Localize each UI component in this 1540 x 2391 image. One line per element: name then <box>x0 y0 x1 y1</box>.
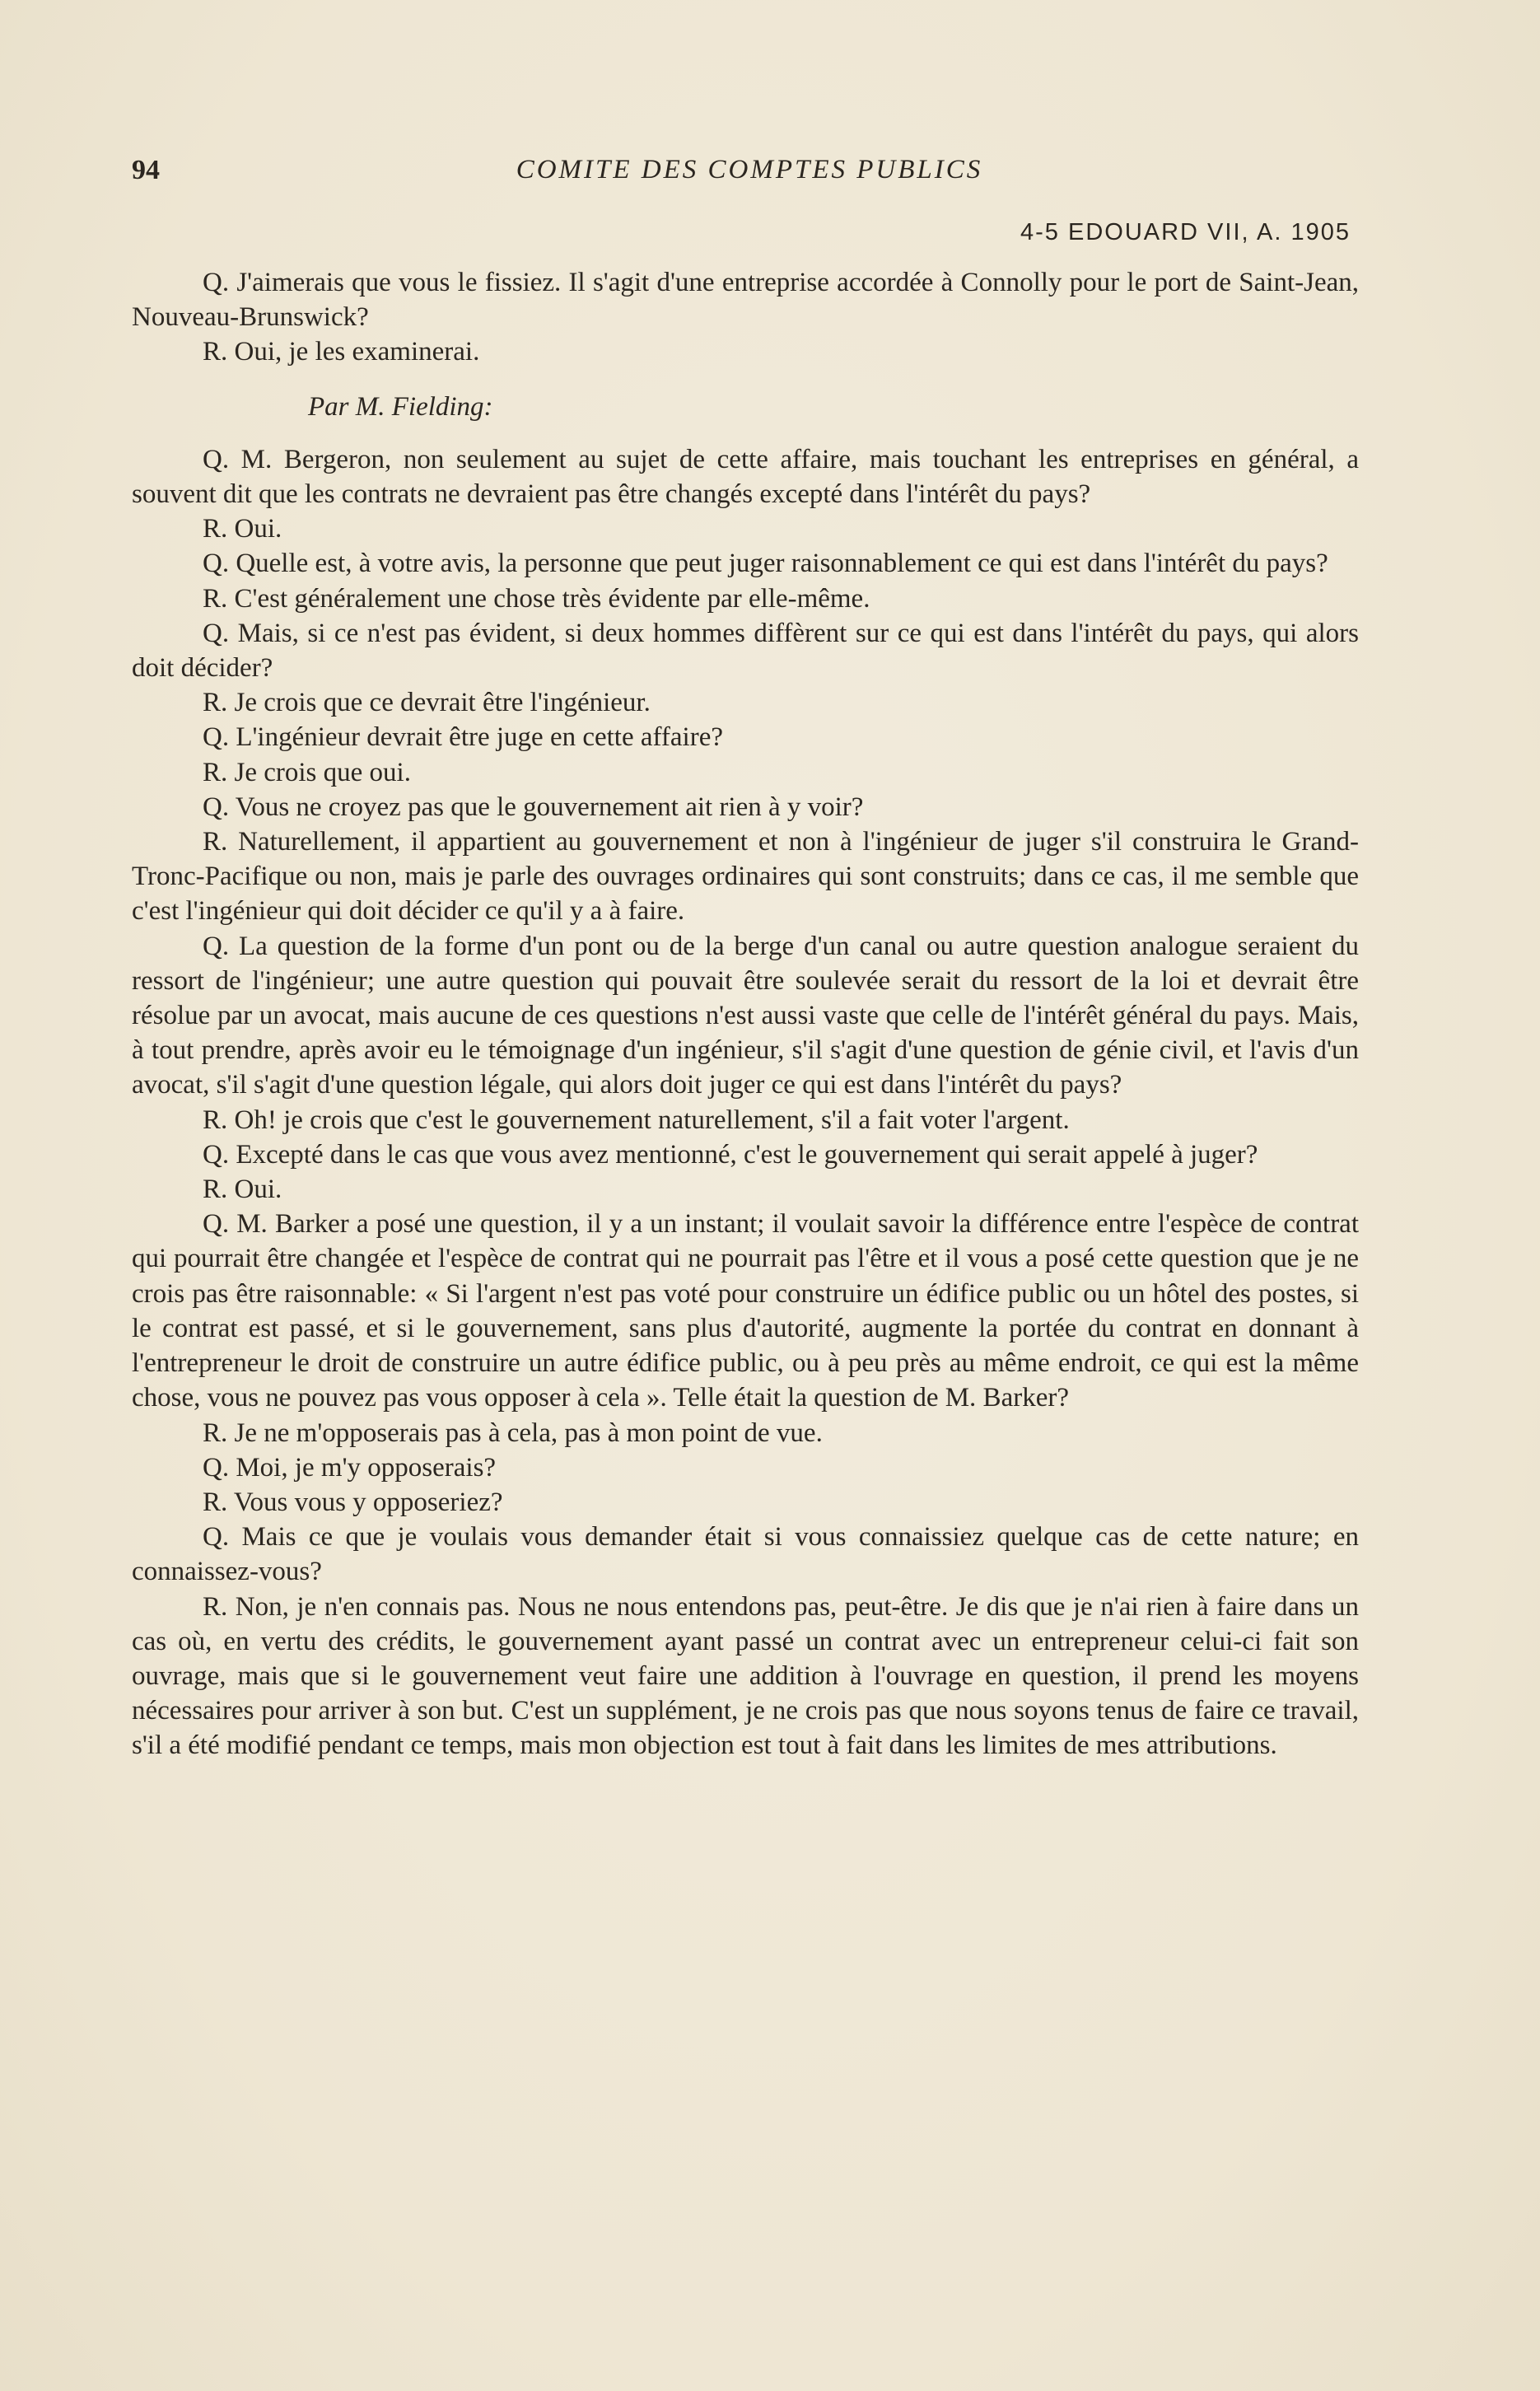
paragraph: R. Oui, je les examinerai. <box>203 337 480 367</box>
session-reference: 4-5 EDOUARD VII, A. 1905 <box>1020 219 1351 245</box>
page-header <box>132 155 1367 196</box>
paragraph: Q. M. Barker a posé une question, il y a un instant; il voulait savoir la différence entre l'espèce de contrat qui pourrait être changée et l'espèce de contrat qui ne pourrait pas l'être et il vous a posé cette question que je ne crois pas être raisonnable: « Si l'argent n'est pas voté pour construire un édifice public ou un hôtel des postes, si le contrat est passé, et si le gouvernement, sans plus d'autorité, augmente la portée du contrat en donnant à l'entrepreneur le droit de construire un autre édifice public, ou à peu près au même endroit, ce qui est la même chose, vous ne pouvez pas vous opposer à cela ». Telle était la question de M. Barker? <box>132 1209 1359 1413</box>
paragraph: R. Non, je n'en connais pas. Nous ne nous entendons pas, peut-être. Je dis que je n'ai rien à faire dans un cas où, en vertu des crédits, le gouvernement ayant passé un contrat avec un entrepreneur celui-ci fait son ouvrage, mais que si le gouvernement veut faire une addition à l'ouvrage en question, il prend les moyens nécessaires pour arriver à son but. C'est un supplément, je ne crois pas que nous soyons tenus de faire ce travail, s'il a été modifié pendant ce temps, mais mon objection est tout à fait dans les limites de mes attributions. <box>132 1591 1359 1761</box>
paragraph: Q. Moi, je m'y opposerais? <box>203 1452 497 1483</box>
running-title: COMITE DES COMPTES PUBLICS <box>516 155 983 184</box>
paragraph: Q. M. Bergeron, non seulement au sujet de cette affaire, mais touchant les entreprises en général, a souvent dit que les contrats ne devraient pas être changés excepté dans l'intérêt du pays? <box>132 444 1359 510</box>
paragraph: Q. Mais, si ce n'est pas évident, si deux hommes diffèrent sur ce qui est dans l'intérêt du pays, qui alors doit décider? <box>132 618 1359 684</box>
testimony-body <box>132 265 1359 1763</box>
paragraph: R. Oui. <box>203 514 282 544</box>
paragraph: Q. Mais ce que je voulais vous demander était si vous connaissiez quelque cas de cette nature; en connaissez-vous? <box>132 1522 1359 1587</box>
paragraph: Q. Quelle est, à votre avis, la personne que peut juger raisonnablement ce qui est dans l'intérêt du pays? <box>203 549 1328 579</box>
paragraph: R. Oui. <box>203 1174 282 1205</box>
paragraph: Q. La question de la forme d'un pont ou de la berge d'un canal ou autre question analogue seraient du ressort de l'ingénieur; une autre question qui pouvait être soulevée serait du ressort de la loi et devrait être résolue par un avocat, mais aucune de ces questions n'est aussi vaste que celle de l'intérêt général du pays. Mais, à tout prendre, après avoir eu le témoignage d'un ingénieur, s'il s'agit d'une question de génie civil, et l'avis d'un avocat, s'il s'agit d'une question légale, qui alors doit juger ce qui est dans l'intérêt du pays? <box>132 931 1359 1100</box>
paragraph: R. Naturellement, il appartient au gouvernement et non à l'ingénieur de juger s'il construira le Grand-Tronc-Pacifique ou non, mais je parle des ouvrages ordinaires qui sont construits; dans ce cas, il me semble que c'est l'ingénieur qui doit décider ce qu'il y a à faire. <box>132 827 1359 927</box>
paragraph: Q. L'ingénieur devrait être juge en cette affaire? <box>203 722 723 753</box>
paragraph: R. C'est généralement une chose très évidente par elle-même. <box>203 583 870 614</box>
paragraph: R. Je crois que ce devrait être l'ingénieur. <box>203 688 651 718</box>
paragraph: R. Vous vous y opposeriez? <box>203 1487 503 1517</box>
page-number: 94 <box>132 155 160 185</box>
paragraph: Q. Excepté dans le cas que vous avez mentionné, c'est le gouvernement qui serait appelé à juger? <box>203 1139 1258 1170</box>
paragraph: R. Oh! je crois que c'est le gouvernement naturellement, s'il a fait voter l'argent. <box>203 1104 1070 1135</box>
paragraph: R. Je ne m'opposerais pas à cela, pas à mon point de vue. <box>203 1417 823 1448</box>
paragraph: R. Je crois que oui. <box>203 757 411 787</box>
speaker-heading: Par M. Fielding: <box>308 391 493 422</box>
paragraph: Q. J'aimerais que vous le fissiez. Il s'agit d'une entreprise accordée à Connolly pour le port de Saint-Jean, Nouveau-Brunswick? <box>132 268 1359 333</box>
paragraph: Q. Vous ne croyez pas que le gouvernement ait rien à y voir? <box>203 792 864 822</box>
